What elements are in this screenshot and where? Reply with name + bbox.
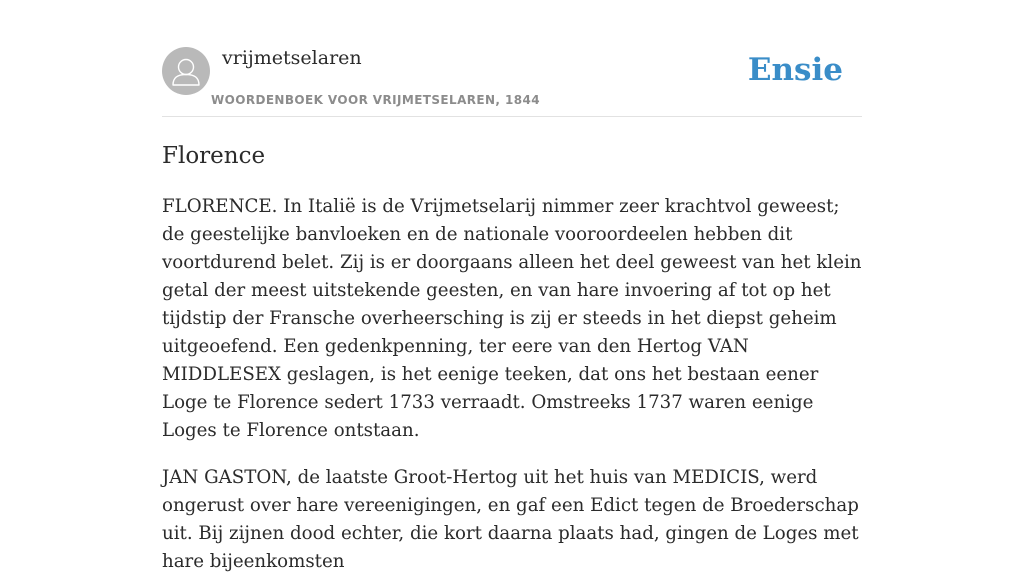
paragraph: FLORENCE. In Italië is de Vrijmetselarij nimmer zeer krachtvol geweest; de geestelijke banvloeken en de nationale vooroordeelen hebben dit voortdurend belet. Zij is er doorgaans alleen het deel geweest van het klein getal der meest uitstekende geesten, en van hare invoering af tot op het tijdstip der Fransche overheersching is zij er steeds in het diepst geheim uitgeoefend. Een gedenkpenning, ter eere van den Hertog VAN MIDDLESEX geslagen, is het eenige teeken, dat ons het bestaan eener Loge te Florence sedert 1733 verraadt. Omstreeks 1737 waren eenige Loges te Florence ontstaan. — [162, 196, 862, 441]
avatar[interactable] — [162, 47, 210, 95]
source-label: WOORDENBOEK VOOR VRIJMETSELAREN, 1844 — [211, 93, 540, 107]
brand-logo[interactable]: Ensie — [747, 52, 843, 88]
page — [162, 0, 862, 576]
entry-header — [162, 0, 862, 117]
entry-body — [162, 193, 862, 576]
author-link[interactable]: vrijmetselaren — [222, 47, 362, 69]
paragraph: JAN GASTON, de laatste Groot-Hertog uit het huis van MEDICIS, werd ongerust over hare vereenigingen, en gaf een Edict tegen de Broederschap uit. Bij zijnen dood echter, die kort daarna plaats had, gingen de Loges met hare bijeenkomsten — [162, 467, 859, 572]
user-icon — [162, 47, 210, 95]
page-title: Florence — [162, 143, 266, 169]
